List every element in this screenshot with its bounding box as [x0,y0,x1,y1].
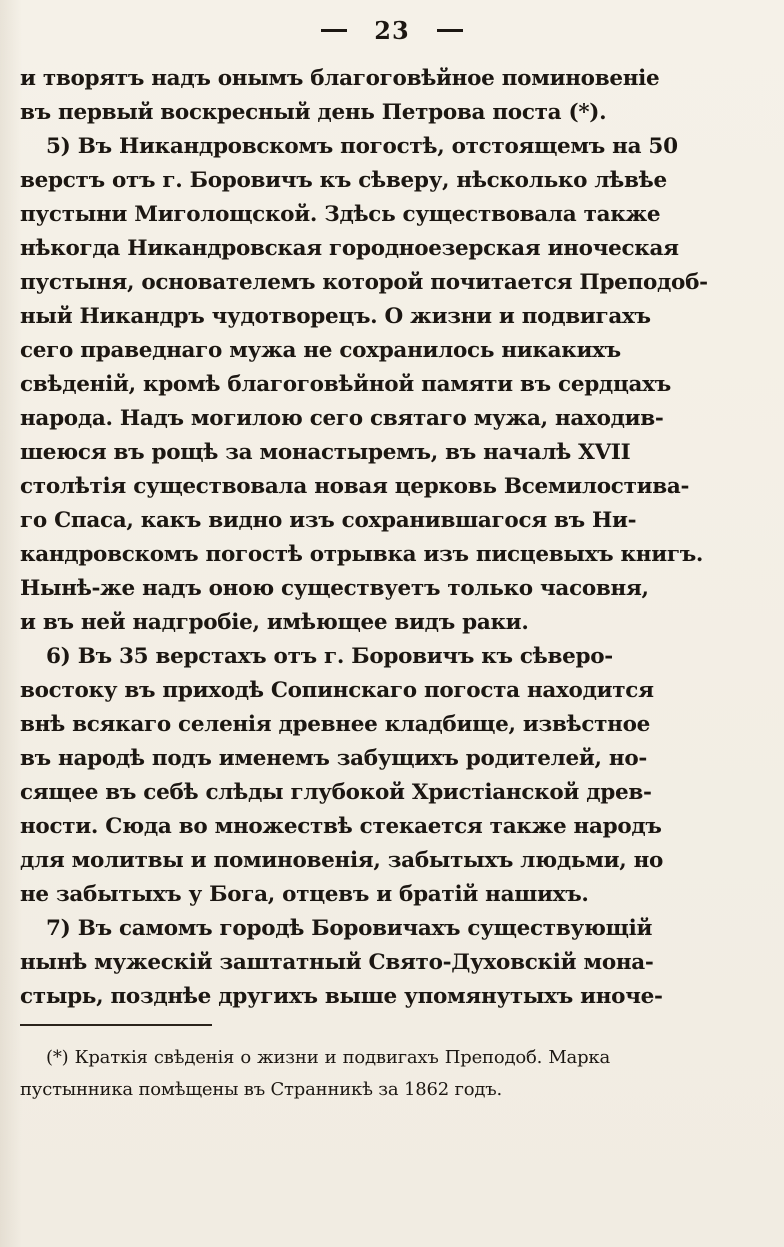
page-number: 23 [374,16,410,45]
text-line: не забытыхъ у Бога, отцевъ и братій нашихъ. [20,882,589,907]
text-line: шеюся въ рощѣ за монастыремъ, въ началѣ XVII [20,440,631,465]
text-line: пустыня, основателемъ которой почитается Преподоб- [20,270,708,295]
text-line: 7) Въ самомъ городѣ Боровичахъ существующій [46,916,653,941]
text-line: ный Никандръ чудотворецъ. О жизни и подвигахъ [20,304,651,329]
text-line: нѣкогда Никандровская городноезерская иноческая [20,236,679,261]
footnote-divider [20,1024,212,1026]
text-line: стырь, позднѣе другихъ выше упомянутыхъ иноче- [20,984,663,1009]
text-line: въ народѣ подъ именемъ забущихъ родителей, но- [20,746,648,771]
footnote-line: пустынника помѣщены въ Странникѣ за 1862 годъ. [20,1079,503,1100]
main-text [20,62,708,1014]
text-line: верстъ отъ г. Боровичъ къ сѣверу, нѣсколько лѣвѣе [20,168,667,193]
text-line: нынѣ мужескій заштатный Свято-Духовскій мона- [20,950,654,975]
text-line: кандровскомъ погостѣ отрывка изъ писцевыхъ книгъ. [20,542,704,567]
text-line: 6) Въ 35 верстахъ отъ г. Боровичъ къ сѣверо- [46,644,613,669]
text-line: внѣ всякаго селенія древнее кладбище, извѣстное [20,712,651,737]
left-dash [321,29,347,32]
page-number-header [0,14,784,45]
text-line: столѣтія существовала новая церковь Всемилостива- [20,474,690,499]
text-line: для молитвы и поминовенія, забытыхъ людьми, но [20,848,664,873]
text-line: въ первый воскресный день Петрова поста (*). [20,100,607,125]
text-line: востоку въ приходѣ Сопинскаго погоста находится [20,678,654,703]
text-line: сего праведнаго мужа не сохранилось никакихъ [20,338,621,363]
text-line: го Спаса, какъ видно изъ сохранившагося въ Ни- [20,508,637,533]
text-line: пустыни Миголощской. Здѣсь существовала также [20,202,661,227]
footnote [20,1042,610,1106]
text-line: Нынѣ-же надъ оною существуетъ только часовня, [20,576,649,601]
text-line: народа. Надъ могилою сего святаго мужа, находив- [20,406,664,431]
text-line: и творятъ надъ онымъ благоговѣйное поминовеніе [20,66,660,91]
footnote-line: (*) Краткія свѣденія о жизни и подвигахъ Преподоб. Марка [46,1047,610,1068]
text-line: сящее въ себѣ слѣды глубокой Христіанской древ- [20,780,652,805]
text-line: и въ ней надгробіе, имѣющее видъ раки. [20,610,529,635]
text-line: ности. Сюда во множествѣ стекается также народъ [20,814,662,839]
right-dash [437,29,463,32]
text-line: 5) Въ Никандровскомъ погостѣ, отстоящемъ на 50 [46,134,678,159]
text-line: свѣденій, кромѣ благоговѣйной памяти въ сердцахъ [20,372,671,397]
